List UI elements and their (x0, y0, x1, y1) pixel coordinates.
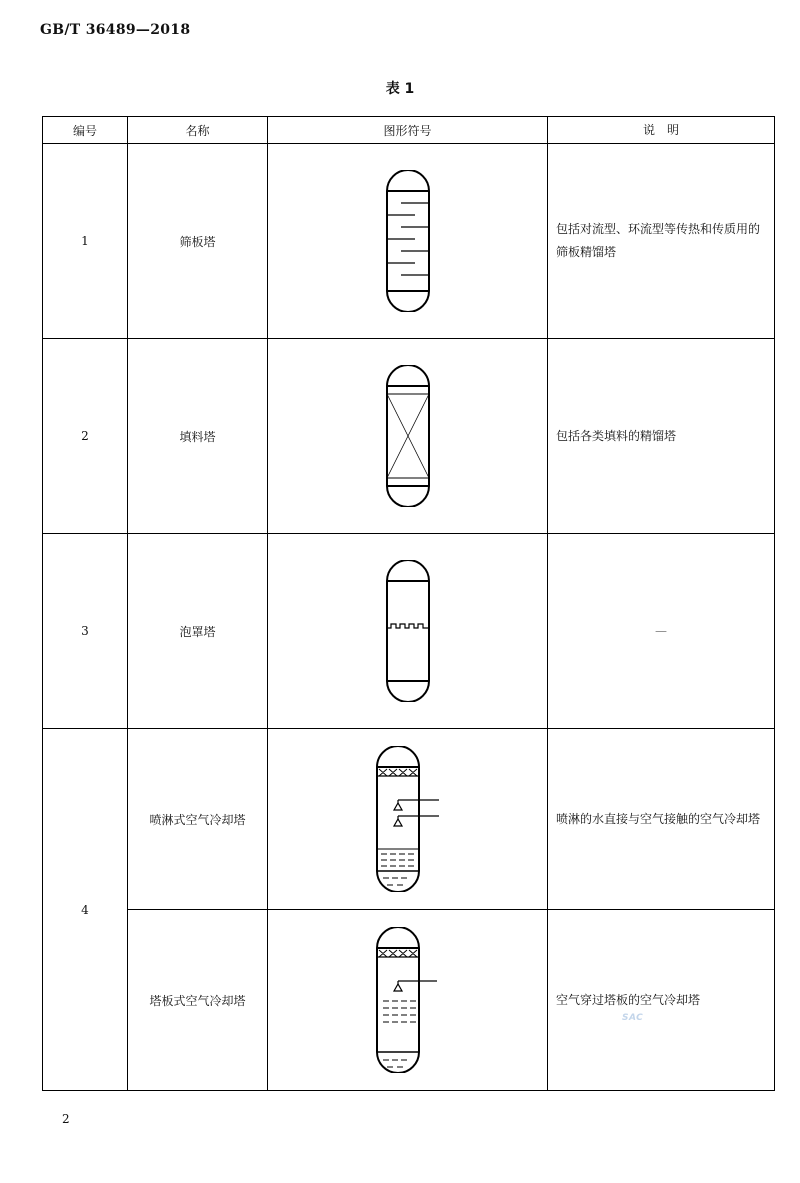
row-name: 塔板式空气冷却塔 (128, 910, 268, 1091)
row-description: 包括对流型、环流型等传热和传质用的筛板精馏塔 (548, 144, 775, 339)
row-description: 空气穿过塔板的空气冷却塔 (548, 910, 775, 1091)
row-name: 喷淋式空气冷却塔 (128, 729, 268, 910)
table-row (43, 910, 775, 1091)
column-header-name: 名称 (128, 117, 268, 144)
table-header-row (43, 117, 775, 144)
standard-code: GB/T 36489—2018 (40, 22, 191, 38)
row-name: 填料塔 (128, 339, 268, 534)
row-description: 喷淋的水直接与空气接触的空气冷却塔 (548, 729, 775, 910)
table-row (43, 534, 775, 729)
table-row (43, 339, 775, 534)
row-symbol-cell (268, 339, 548, 534)
spray-air-cooling-tower-symbol (373, 746, 443, 892)
sieve-tray-tower-symbol (383, 170, 433, 312)
table-row (43, 144, 775, 339)
column-header-number: 编号 (43, 117, 128, 144)
page-number: 2 (62, 1112, 70, 1126)
row-symbol-cell (268, 144, 548, 339)
row-symbol-cell (268, 910, 548, 1091)
tray-air-cooling-tower-symbol (373, 927, 443, 1073)
table-row (43, 729, 775, 910)
row-description: 包括各类填料的精馏塔 (548, 339, 775, 534)
row-number: 4 (43, 729, 128, 1091)
row-number: 2 (43, 339, 128, 534)
row-symbol-cell (268, 729, 548, 910)
watermark-logo: SAC (622, 1013, 644, 1023)
row-name: 筛板塔 (128, 144, 268, 339)
row-description: — (548, 534, 775, 729)
row-name: 泡罩塔 (128, 534, 268, 729)
row-number: 1 (43, 144, 128, 339)
column-header-description: 说 明 (548, 117, 775, 144)
column-header-symbol: 图形符号 (268, 117, 548, 144)
table-title: 表 1 (385, 81, 415, 97)
row-number: 3 (43, 534, 128, 729)
symbol-table (42, 116, 775, 1091)
row-symbol-cell (268, 534, 548, 729)
packed-tower-symbol (383, 365, 433, 507)
bubble-cap-tower-symbol (383, 560, 433, 702)
